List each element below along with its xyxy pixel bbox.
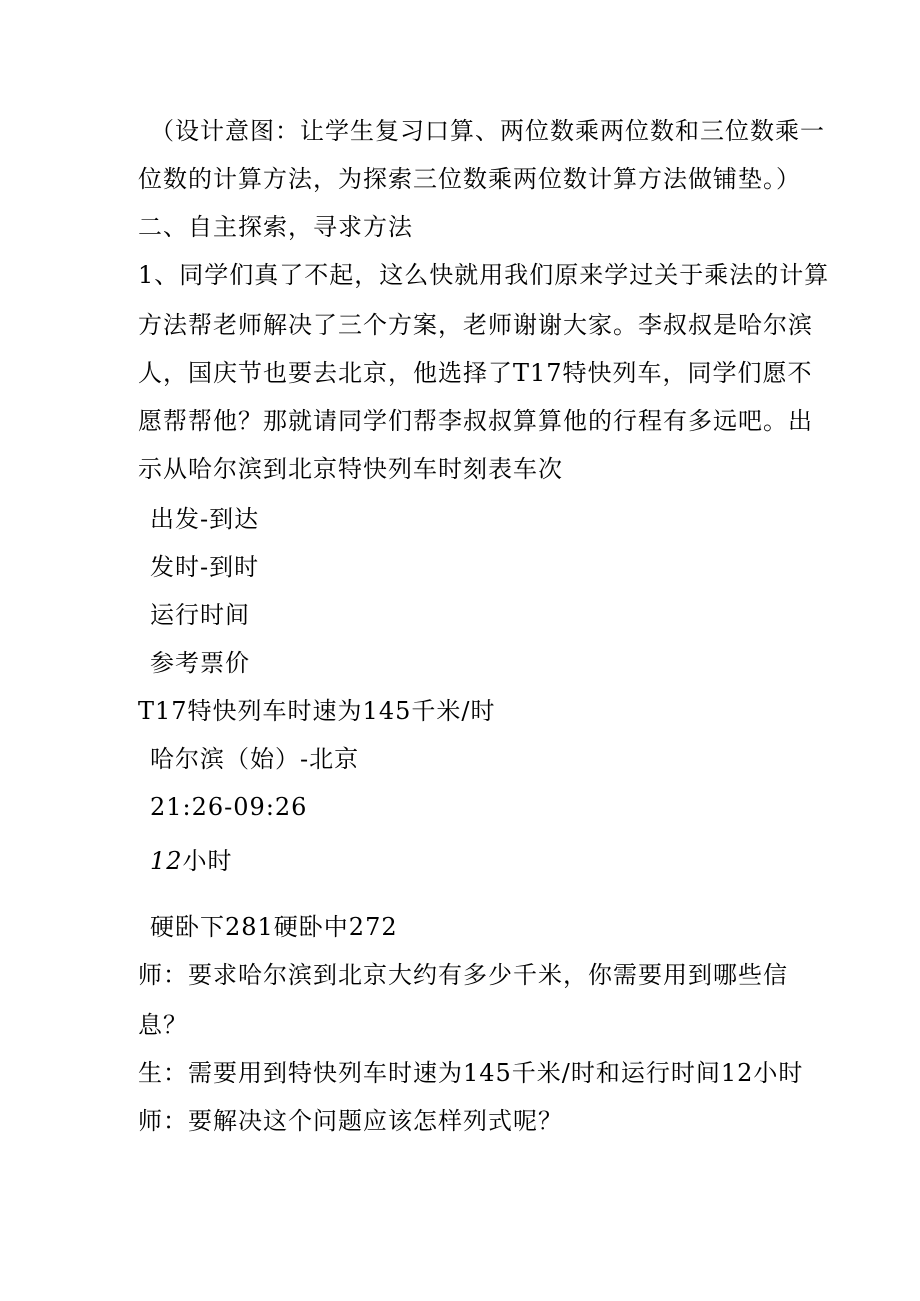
run-time-line — [150, 846, 233, 876]
schedule-times-line: 21:26-09:26 — [150, 793, 308, 821]
paragraph-line-4: 愿帮帮他？那就请同学们帮李叔叔算算他的行程有多远吧。出 — [138, 407, 813, 435]
paragraph-line-3: 人，国庆节也要去北京，他选择了T17特快列车，同学们愿不 — [138, 359, 813, 387]
teacher-question-line-1: 师：要求哈尔滨到北京大约有多少千米，你需要用到哪些信 — [138, 961, 788, 989]
design-intent-line-1: （设计意图：让学生复习口算、两位数乘两位数和三位数乘一 — [150, 117, 825, 145]
table-header-depart-arrive: 出发-到达 — [150, 505, 260, 533]
teacher-followup-line: 师：要解决这个问题应该怎样列式呢？ — [138, 1107, 563, 1135]
student-answer-line: 生：需要用到特快列车时速为145千米/时和运行时间12小时 — [138, 1059, 804, 1087]
run-time-unit: 小时 — [182, 847, 233, 875]
paragraph-line-1: 1、同学们真了不起，这么快就用我们原来学过关于乘法的计算 — [138, 261, 830, 289]
route-line: 哈尔滨（始）-北京 — [150, 745, 360, 773]
section-heading: 二、自主探索，寻求方法 — [138, 213, 413, 241]
train-speed-line: T17特快列车时速为145千米/时 — [138, 697, 496, 725]
design-intent-line-2: 位数的计算方法，为探索三位数乘两位数计算方法做铺垫。） — [138, 165, 801, 193]
fare-line: 硬卧下281硬卧中272 — [150, 913, 398, 941]
table-header-run-time: 运行时间 — [150, 601, 250, 629]
paragraph-line-5: 示从哈尔滨到北京特快列车时刻表车次 — [138, 455, 563, 483]
paragraph-line-2: 方法帮老师解决了三个方案，老师谢谢大家。李叔叔是哈尔滨 — [138, 311, 813, 339]
teacher-question-line-2: 息？ — [138, 1011, 188, 1039]
table-header-fare: 参考票价 — [150, 649, 250, 677]
run-time-number: 12 — [150, 847, 183, 875]
table-header-times: 发时-到时 — [150, 553, 260, 581]
